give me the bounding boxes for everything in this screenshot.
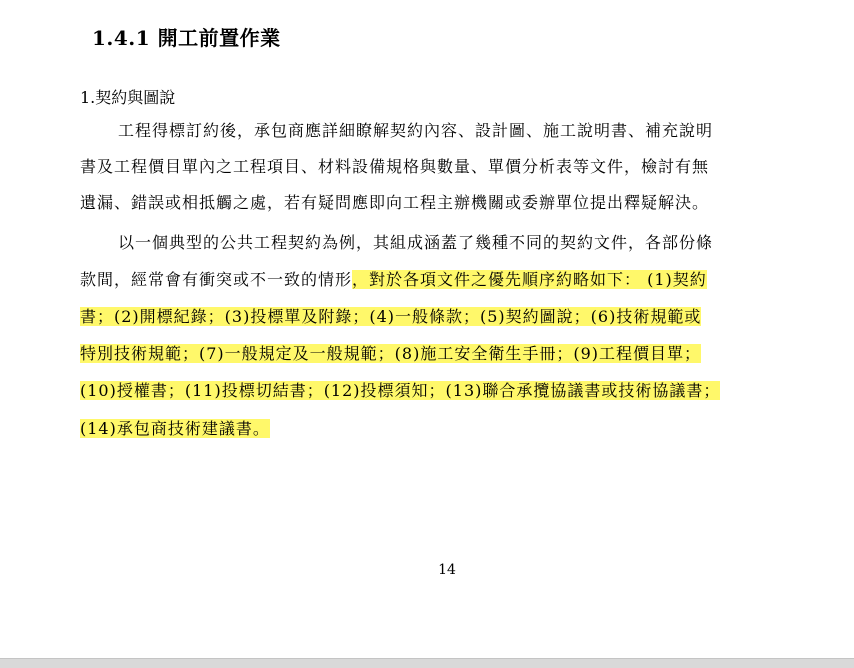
paragraph-2-line-6	[80, 416, 270, 442]
paragraph-1-line-2: 書及工程價目單內之工程項目、材料設備規格與數量、單價分析表等文件，檢討有無	[80, 157, 710, 176]
highlighted-text: (14)承包商技術建議書。	[80, 419, 270, 438]
highlighted-text: 書；(2)開標紀錄；(3)投標單及附錄；(4)一般條款；(5)契約圖說；(6)技術規範或	[80, 307, 702, 326]
paragraph-1-line-1: 工程得標訂約後，承包商應詳細瞭解契約內容、設計圖、施工說明書、補充說明	[118, 121, 714, 140]
paragraph-2-line-4	[80, 341, 701, 367]
subsection-heading: 1.契約與圖說	[80, 88, 176, 107]
highlighted-text: ，對於各項文件之優先順序約略如下： (1)契約	[352, 270, 707, 289]
paragraph-2-line-2-text: 款間，經常會有衝突或不一致的情形	[80, 270, 353, 289]
page-number: 14	[438, 562, 456, 578]
paragraph-1-line-3: 遺漏、錯誤或相抵觸之處，若有疑問應即向工程主辦機關或委辦單位提出釋疑解決。	[80, 193, 710, 212]
paragraph-2-line-2	[80, 267, 707, 293]
section-heading: 1.4.1 開工前置作業	[92, 26, 281, 50]
horizontal-scrollbar[interactable]	[0, 658, 854, 668]
highlighted-text: (10)授權書；(11)投標切結書；(12)投標須知；(13)聯合承攬協議書或技術協議書；	[80, 381, 721, 400]
paragraph-2-line-3	[80, 304, 701, 330]
highlighted-text: 特別技術規範；(7)一般規定及一般規範；(8)施工安全衛生手冊；(9)工程價目單；	[80, 344, 701, 363]
paragraph-2-line-5	[80, 378, 720, 404]
paragraph-2-line-1: 以一個典型的公共工程契約為例，其組成涵蓋了幾種不同的契約文件，各部份條	[118, 233, 714, 252]
